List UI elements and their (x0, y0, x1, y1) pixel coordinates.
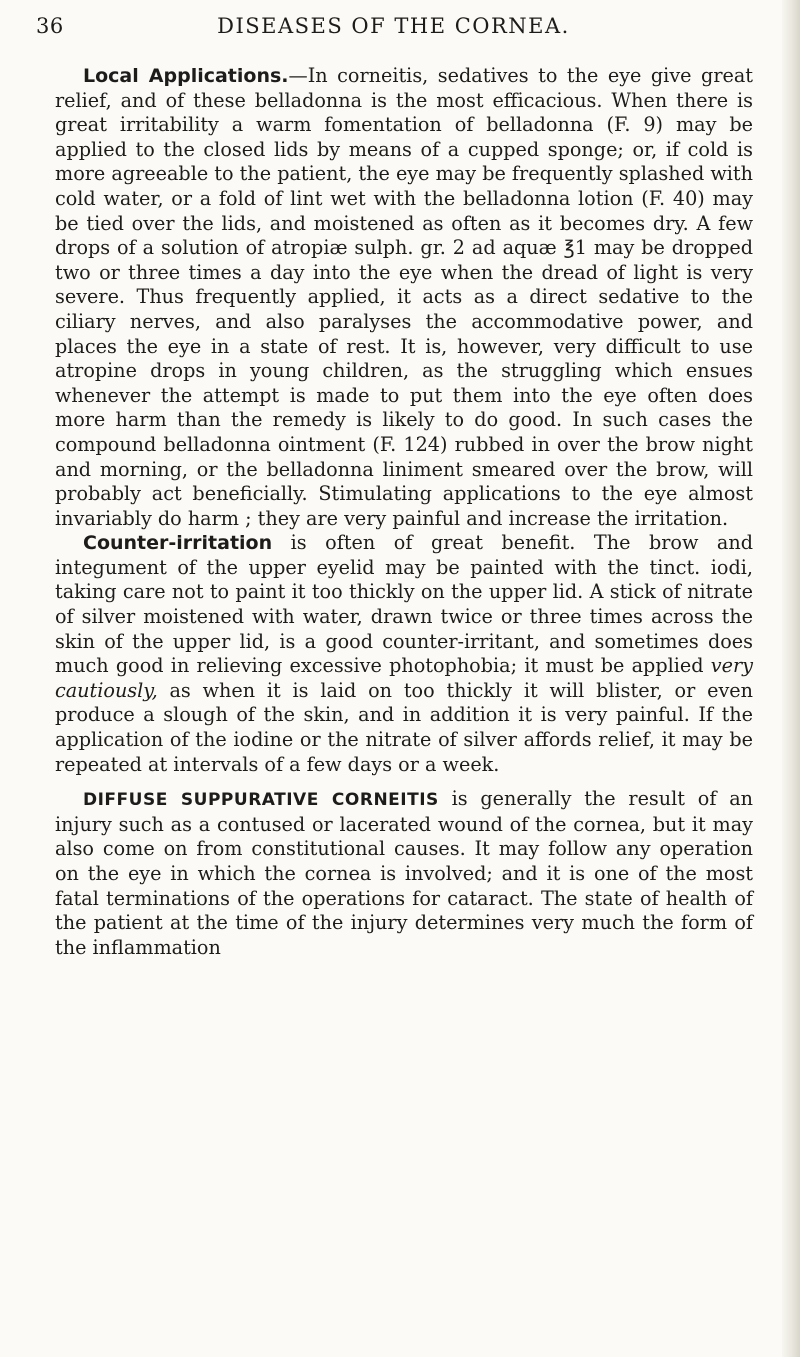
paragraph-local-applications (55, 64, 753, 531)
section-heading-counter-irritation: Counter-irritation (83, 532, 273, 555)
paragraph-text: as when it is laid on too thickly it will blister, or even produce a slough of the skin, and in addition it is very painful. If the application of the iodine or the nitrate of silver affords relief, it may be repeated at intervals of a few days or a week. (55, 678, 753, 776)
page-edge-shadow (782, 0, 800, 1357)
page-number: 36 (36, 14, 64, 38)
paragraph-counter-irritation (55, 531, 753, 777)
running-title: DISEASES OF THE CORNEA. (217, 14, 570, 38)
body-text (55, 64, 753, 960)
section-heading-local-applications: Local Applications. (83, 65, 289, 87)
section-heading-diffuse-suppurative-corneitis: DIFFUSE SUPPURATIVE CORNEITIS (83, 790, 439, 811)
paragraph-text: is generally the result of an injury such as a contused or lacerated wound of the cornea, but it may also come on from constitutional causes. It may follow any operation on the eye in which the cornea is involved; and it is one of the most fatal terminations of the operations for cataract. The state of health of the patient at the time of the injury determines very much the form of the inflammation (55, 787, 754, 959)
emphasis-text: very cautiously, (55, 654, 753, 702)
paragraph-diffuse-suppurative-corneitis (55, 787, 753, 960)
page-header (36, 14, 751, 54)
paragraph-text: —In corneitis, sedatives to the eye give great relief, and of these belladonna is the most efficacious. When there is great irritability a warm fomentation of belladonna (F. 9) may be applied to the closed lids by means of a cupped sponge; or, if cold is more agreeable to the patient, the eye may be frequently splashed with cold water, or a fold of lint wet with the belladonna lotion (F. 40) may be tied over the lids, and moistened as often as it becomes dry. A few drops of a solution of atropiæ sulph. gr. 2 ad aquæ ℥1 may be dropped two or three times a day into the eye when the dread of light is very severe. Thus frequently applied, it acts as a direct sedative to the ciliary nerves, and also paralyses the accommodative power, and places the eye in a state of rest. It is, however, very difficult to use atropine drops in young children, as the struggling which ensues whenever the attempt is made to put them into the eye often does more harm than the remedy is likely to do good. In such cases the compound belladonna ointment (F. 124) rubbed in over the brow night and morning, or the belladonna liniment smeared over the brow, will probably act beneficially. Stimulating applications to the eye almost invariably do harm ; they are very painful and increase the irritation. (55, 64, 753, 530)
paragraph-text: is often of great benefit. The brow and integument of the upper eyelid may be painted with the tinct. iodi, taking care not to paint it too thickly on the upper lid. A stick of nitrate of silver moistened with water, drawn twice or three times across the skin of the upper lid, is a good counter-irritant, and sometimes does much good in relieving excessive photophobia; it must be applied (55, 531, 753, 678)
